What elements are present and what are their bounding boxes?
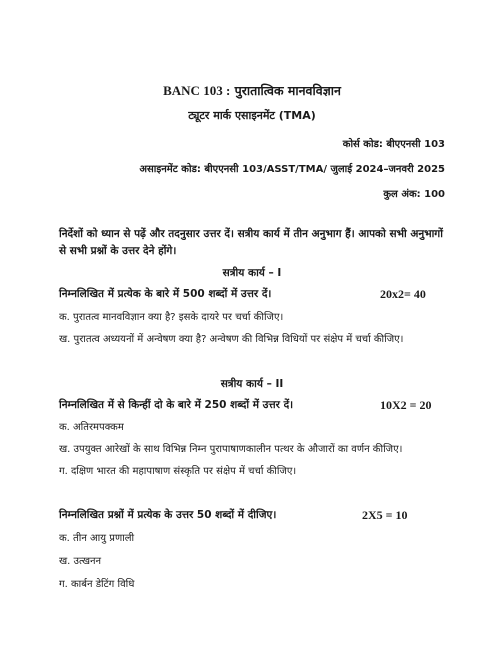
section-1-marks: 20x2= 40	[380, 287, 426, 301]
section-2-question: निम्नलिखित में से किन्हीं दो के बारे में 250 शब्दों में उत्तर दें।	[59, 399, 294, 411]
section-2-marks: 10X2 = 20	[380, 398, 432, 412]
section-1-item: क. पुरातत्व मानवविज्ञान क्या है? इसके दायरे पर चर्चा कीजिए।	[59, 312, 284, 323]
section-3-item: ख. उत्खनन	[59, 556, 102, 567]
section-3-marks: 2X5 = 10	[362, 508, 408, 522]
section-3-item: क. तीन आयु प्रणाली	[59, 533, 135, 544]
page-title	[0, 82, 504, 99]
assignment-code-line: असाइनमेंट कोड: बीएएनसी 103/ASST/TMA/ जुलाई 2024–जनवरी 2025	[139, 164, 445, 175]
page-subtitle: ट्यूटर मार्क एसाइनमेंट (TMA)	[188, 109, 316, 122]
total-marks-line: कुल अंक: 100	[383, 189, 445, 200]
section-2-heading: सत्रीय कार्य – II	[220, 378, 284, 390]
section-1-question: निम्नलिखित में प्रत्येक के बारे में 500 शब्दों में उत्तर दें।	[59, 288, 272, 300]
instructions: निर्देशों को ध्यान से पढ़ें और तदनुसार उत्तर दें। सत्रीय कार्य में तीन अनुभाग हैं। आपको सभी अनुभागों से सभी प्रश्नों के उत्तर देने होंगे।	[59, 228, 443, 257]
course-code-line: कोर्स कोड: बीएएनसी 103	[342, 139, 445, 150]
section-1-heading: सत्रीय कार्य – I	[222, 267, 282, 279]
course-code: BANC 103 :	[163, 83, 231, 98]
section-3-item: ग. कार्बन डेटिंग विधि	[59, 579, 135, 590]
section-3-question: निम्नलिखित प्रश्नों में प्रत्येक के उत्तर 50 शब्दों में दीजिए।	[59, 509, 277, 521]
course-title: पुरातात्विक मानवविज्ञान	[234, 83, 341, 98]
section-1-item: ख. पुरातत्व अध्ययनों में अन्वेषण क्या है? अन्वेषण की विभिन्न विधियों पर संक्षेप में चर्चा कीजिए।	[59, 334, 404, 345]
section-2-item: क. अतिरमपक्कम	[59, 422, 124, 433]
section-2-item: ग. दक्षिण भारत की महापाषाण संस्कृति पर संक्षेप में चर्चा कीजिए।	[59, 466, 297, 477]
section-2-item: ख. उपयुक्त आरेखों के साथ विभिन्न निम्न पुरापाषाणकालीन पत्थर के औजारों का वर्णन कीजिए।	[59, 444, 403, 455]
